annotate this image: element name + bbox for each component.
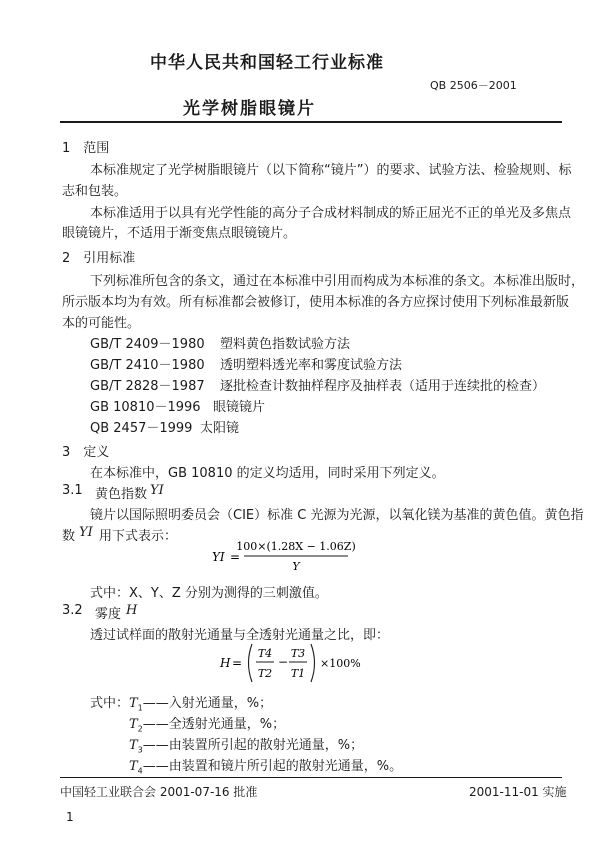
definition-t1-symbol: T — [129, 696, 138, 711]
haze-formula-t1: T1 — [290, 667, 306, 680]
section-3-heading: 3 定义 — [62, 445, 110, 460]
clause-3-2-title: 雾度 — [95, 607, 122, 622]
definition-t3-symbol: T — [129, 738, 138, 753]
clause-3-1-line-1: 镜片以国际照明委员会（CIE）标准 C 光源为光源，以氧化镁为基准的黄色值。黄色指 — [90, 508, 584, 523]
clause-3-1-number: 3.1 — [62, 483, 83, 498]
yi-where-clause: 式中：X、Y、Z 分别为测得的三刺激值。 — [90, 586, 328, 601]
section-1-paragraph-1-line-1: 本标准规定了光学树脂眼镜片（以下简称“镜片”）的要求、试验方法、检验规则、标 — [90, 163, 572, 178]
section-1-heading: 1 范围 — [62, 141, 110, 156]
haze-formula — [218, 640, 368, 686]
approval-line: 中国轻工业联合会 2001-07-16 批准 — [60, 785, 258, 799]
section-1-paragraph-2-line-2: 眼镜镜片，不适用于渐变焦点眼镜镜片。 — [62, 226, 297, 241]
definition-t2-symbol: T — [129, 717, 138, 732]
clause-3-2-symbol: H — [126, 603, 138, 618]
haze-formula-minus: − — [278, 655, 289, 669]
definition-t2 — [129, 713, 285, 734]
reference-4-title: 眼镜镜片 — [213, 400, 266, 415]
definition-t1-text: ——入射光通量，%； — [142, 696, 273, 711]
section-2-paragraph-line-2: 所示版本均为有效。所有标准都会被修订，使用本标准的各方应探讨使用下列标准最新版 — [62, 295, 570, 310]
haze-formula-t4: T4 — [257, 647, 273, 660]
haze-formula-t3: T3 — [290, 647, 306, 660]
reference-2-title: 透明塑料透光率和雾度试验方法 — [220, 358, 403, 373]
section-2-paragraph-line-3: 本的可能性。 — [62, 316, 141, 331]
reference-3-code: GB/T 2828－1987 — [90, 379, 205, 394]
haze-formula-t2: T2 — [257, 667, 273, 680]
definition-t4-symbol: T — [129, 759, 138, 774]
definitions-prefix: 式中： — [90, 696, 130, 711]
clause-3-2-line-1: 透过试样面的散射光通量与全透射光通量之比，即： — [90, 628, 390, 643]
clause-3-1-line-2-prefix: 数 — [62, 529, 76, 544]
reference-2-code: GB/T 2410－1980 — [90, 358, 205, 373]
section-3-intro: 在本标准中，GB 10810 的定义均适用，同时采用下列定义。 — [90, 466, 445, 481]
definition-t3-subscript: 3 — [137, 745, 143, 755]
yi-formula-denominator: Y — [292, 560, 300, 573]
section-1-paragraph-2-line-1: 本标准适用于以具有光学性能的高分子合成材料制成的矫正屈光不正的单光及多焦点 — [90, 206, 572, 221]
footer-rule — [60, 777, 562, 778]
definition-t2-text: ——全透射光通量，%； — [142, 717, 286, 732]
yi-formula-lhs: YI — [212, 550, 225, 564]
section-2-heading: 2 引用标准 — [62, 251, 136, 266]
definition-t3 — [129, 734, 363, 755]
section-1-paragraph-1-line-2: 志和包装。 — [62, 184, 128, 199]
definition-t4 — [129, 755, 402, 776]
yi-formula-numerator: 100×(1.28X − 1.06Z) — [236, 540, 356, 553]
reference-1-title: 塑料黄色指数试验方法 — [220, 337, 351, 352]
implementation-line: 2001-11-01 实施 — [469, 785, 567, 799]
section-2-paragraph-line-1: 下列标准所包含的条文，通过在本标准中引用而构成为本标准的条文。本标准出版时， — [90, 274, 585, 289]
definition-t4-subscript: 4 — [137, 766, 143, 776]
haze-formula-lhs: H — [220, 656, 231, 670]
definition-t1 — [129, 692, 272, 713]
definition-t1-subscript: 1 — [137, 703, 143, 713]
definition-t2-subscript: 2 — [137, 724, 143, 734]
reference-1-code: GB/T 2409－1980 — [90, 337, 205, 352]
haze-formula-left-paren — [249, 644, 253, 682]
haze-formula-equals: = — [232, 656, 243, 670]
reference-5-code: QB 2457－1999 — [90, 421, 193, 436]
haze-formula-tail: ×100% — [320, 657, 361, 670]
yi-formula-equals: = — [230, 550, 241, 564]
organization-title: 中华人民共和国轻工行业标准 — [150, 53, 384, 73]
reference-4-code: GB 10810－1996 — [90, 400, 201, 415]
haze-formula-right-paren — [311, 644, 315, 682]
definition-t4-text: ——由装置和镜片所引起的散射光通量，%。 — [142, 759, 403, 774]
clause-3-1-symbol: YI — [150, 483, 164, 498]
page-number: 1 — [66, 810, 74, 824]
clause-3-1-line-2-suffix: 用下式表示： — [99, 529, 178, 544]
reference-5-title: 太阳镜 — [200, 421, 240, 436]
reference-3-title: 逐批检查计数抽样程序及抽样表（适用于连续批的检查） — [220, 379, 546, 394]
document-title: 光学树脂眼镜片 — [183, 99, 316, 119]
clause-3-1-line-2-symbol: YI — [79, 525, 93, 540]
yellowness-index-formula — [210, 536, 380, 576]
clause-3-1-title: 黄色指数 — [95, 487, 148, 502]
standard-number: QB 2506－2001 — [430, 79, 517, 92]
header-rule — [60, 121, 562, 123]
clause-3-2-number: 3.2 — [62, 603, 83, 618]
definition-t3-text: ——由装置所引起的散射光通量，%； — [142, 738, 364, 753]
